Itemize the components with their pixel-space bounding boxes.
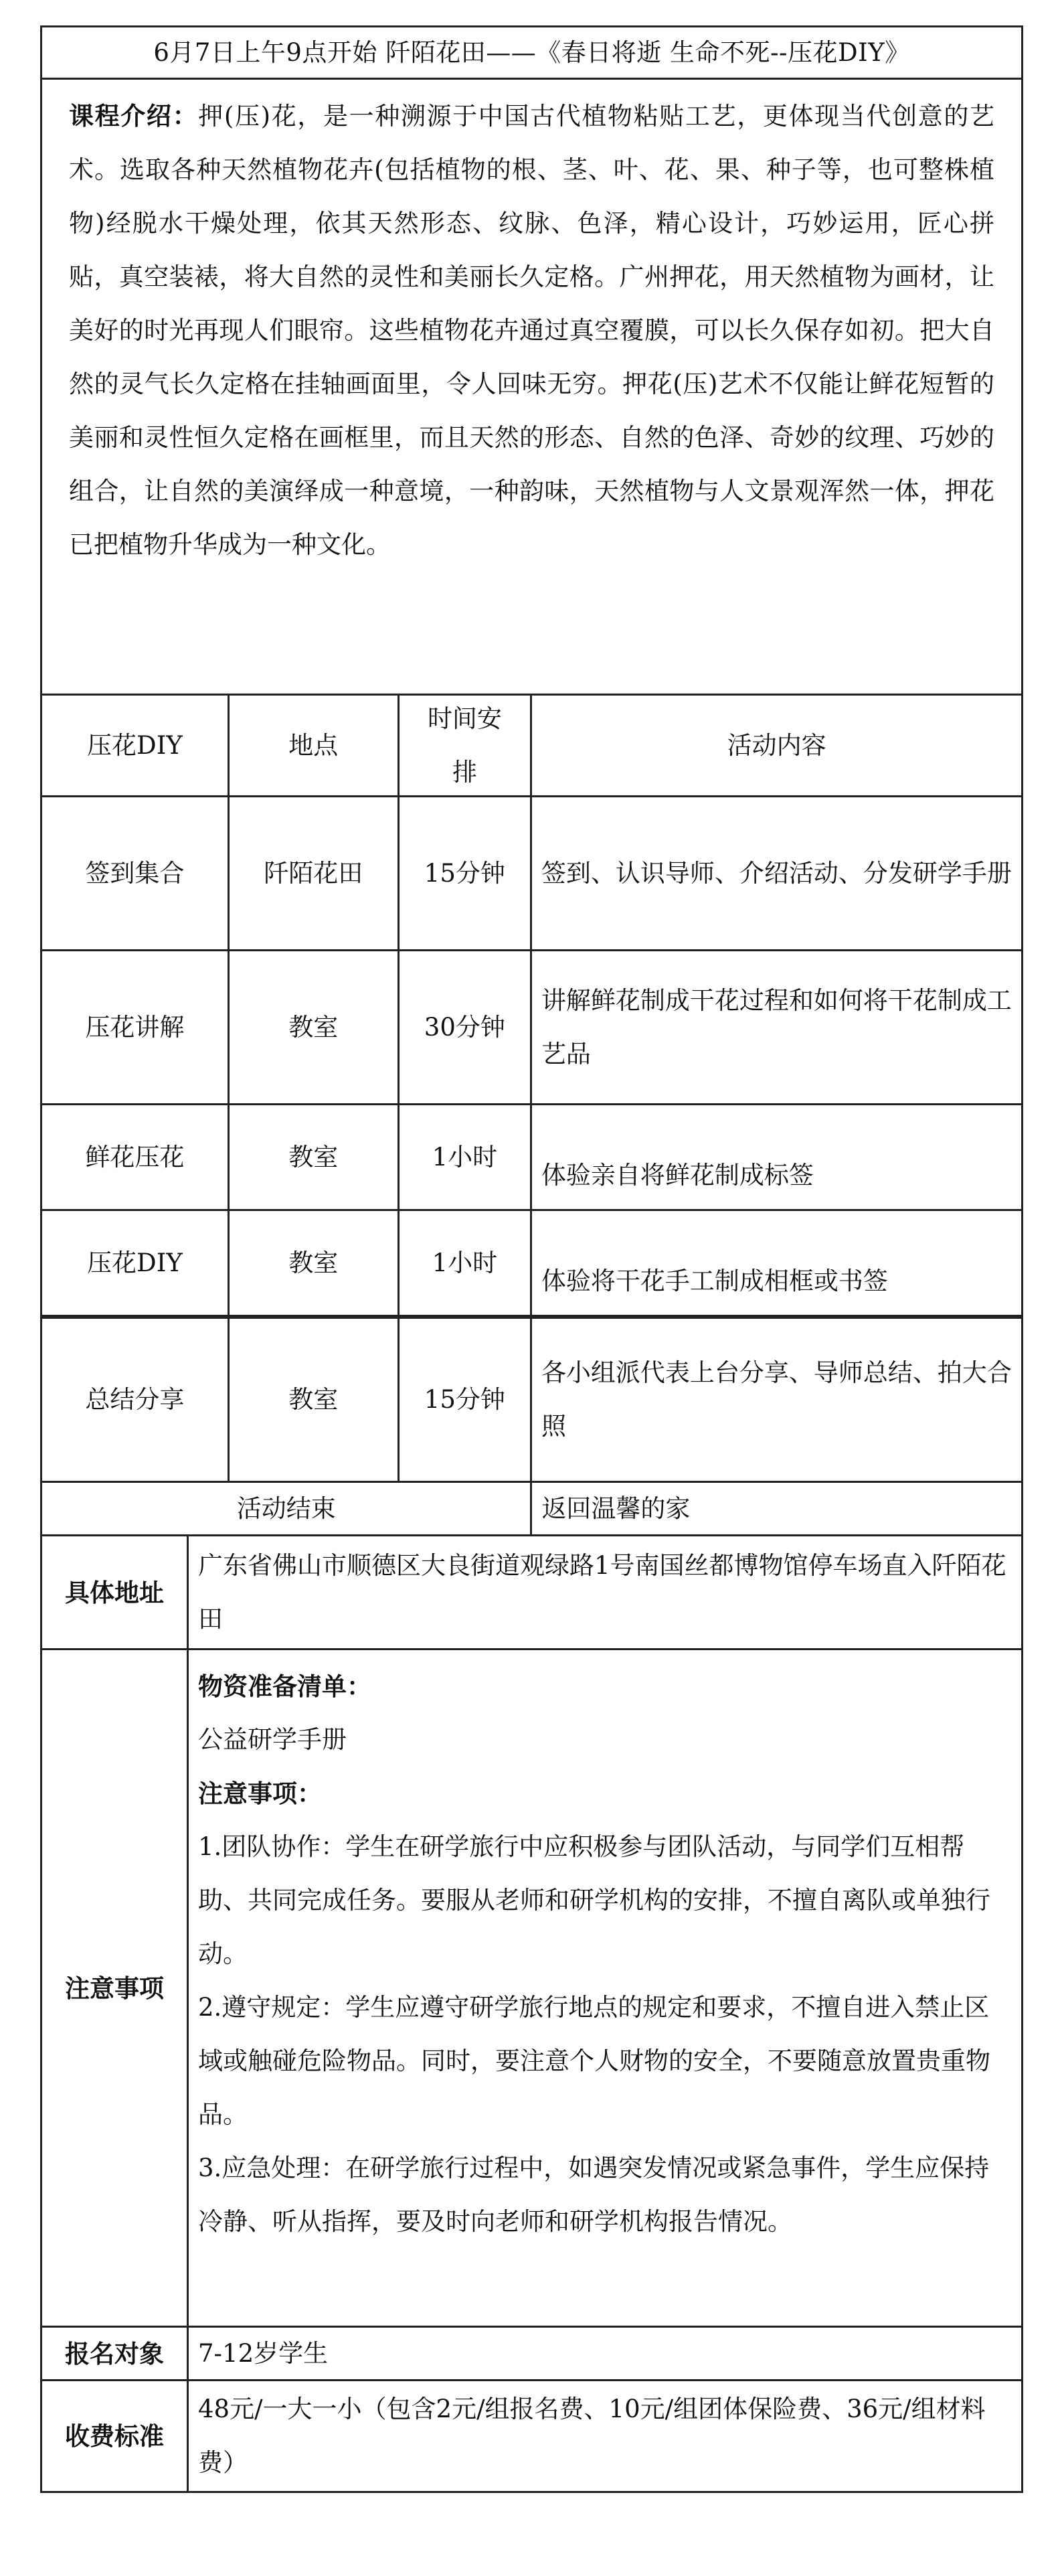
activity-document [40,25,1023,2493]
audience-label: 报名对象 [65,2338,164,2368]
course-intro [42,80,1021,694]
fee-row [40,2379,1023,2493]
row-content: 体验亲自将鲜花制成标签 [530,1105,1021,1209]
address-value: 广东省佛山市顺德区大良街道观绿路1号南国丝都博物馆停车场直入阡陌花田 [187,1536,1021,1648]
row-content: 体验将干花手工制成相框或书签 [530,1211,1021,1315]
intro-text: 押(压)花，是一种溯源于中国古代植物粘贴工艺，更体现当代创意的艺术。选取各种天然植物花卉(包括植物的根、茎、叶、花、果、种子等，也可整株植物)经脱水干燥处理，依其天然形态、纹脉、色泽，精心设计，巧妙运用，匠心拼贴，真空装裱，将大自然的灵性和美丽长久定格。广州押花，用天然植物为画材，让美好的时光再现人们眼帘。这些植物花卉通过真空覆膜，可以长久保存如初。把大自然的灵气长久定格在挂轴画面里，令人回味无穷。押花(压)艺术不仅能让鲜花短暂的美丽和灵性恒久定格在画框里，而且天然的形态、自然的色泽、奇妙的纹理、巧妙的组合，让自然的美演绎成一种意境，一种韵味，天然植物与人文景观浑然一体，押花已把植物升华成为一种文化。 [69,102,995,559]
schedule-header-row [40,694,1023,795]
row-place: 教室 [228,1319,397,1481]
notes-title: 注意事项： [198,1779,322,1808]
header-place: 地点 [228,696,397,795]
row-place: 教室 [228,951,397,1103]
row-time: 1小时 [397,1105,530,1209]
table-row [40,1103,1023,1209]
intro-row [40,78,1023,694]
materials-title: 物资准备清单： [198,1672,371,1701]
row-name: 签到集合 [85,858,185,888]
title-row [40,25,1023,78]
row-name: 鲜花压花 [85,1142,185,1172]
header-content: 活动内容 [530,696,1021,795]
row-name: 总结分享 [85,1385,185,1414]
audience-value: 7-12岁学生 [187,2328,1021,2379]
row-name: 压花DIY [87,1248,183,1277]
row-time: 15分钟 [397,1319,530,1481]
note-item: 1.团队协作：学生在研学旅行中应积极参与团队活动，与同学们互相帮助、共同完成任务。要服从老师和研学机构的安排，不擅自离队或单独行动。 [198,1832,990,1968]
activity-end-row [40,1481,1023,1534]
intro-label: 课程介绍： [69,101,199,131]
notes-label: 注意事项 [65,1973,164,2003]
row-content: 讲解鲜花制成干花过程和如何将干花制成工艺品 [530,951,1021,1103]
row-name: 压花讲解 [85,1012,185,1042]
document-title: 6月7日上午9点开始 阡陌花田——《春日将逝 生命不死--压花DIY》 [153,37,910,67]
row-time: 1小时 [397,1211,530,1315]
note-item: 2.遵守规定：学生应遵守研学旅行地点的规定和要求，不擅自进入禁止区域或触碰危险物品。同时，要注意个人财物的安全，不要随意放置贵重物品。 [198,1993,990,2129]
note-item: 3.应急处理：在研学旅行过程中，如遇突发情况或紧急事件，学生应保持冷静、听从指挥，要及时向老师和研学机构报告情况。 [198,2154,990,2236]
row-content: 签到、认识导师、介绍活动、分发研学手册 [530,797,1021,949]
address-label: 具体地址 [65,1577,164,1607]
header-activity: 压花DIY [87,730,183,760]
row-place: 教室 [228,1105,397,1209]
table-row [40,795,1023,949]
address-row [40,1534,1023,1648]
table-row [40,1315,1023,1481]
row-place: 教室 [228,1211,397,1315]
fee-label: 收费标准 [65,2421,164,2451]
notes-row [40,1648,1023,2326]
header-time: 时间安排 [397,696,530,795]
notes-content [187,1650,1021,2326]
table-row [40,949,1023,1103]
row-time: 15分钟 [397,797,530,949]
table-row [40,1209,1023,1315]
end-content: 返回温馨的家 [530,1483,1021,1534]
row-place: 阡陌花田 [228,797,397,949]
materials-item: 公益研学手册 [198,1725,347,1754]
end-label: 活动结束 [236,1494,336,1523]
row-time: 30分钟 [397,951,530,1103]
fee-value: 48元/一大一小（包含2元/组报名费、10元/组团体保险费、36元/组材料费） [187,2381,1021,2491]
audience-row [40,2326,1023,2379]
row-content: 各小组派代表上台分享、导师总结、拍大合照 [530,1319,1021,1481]
